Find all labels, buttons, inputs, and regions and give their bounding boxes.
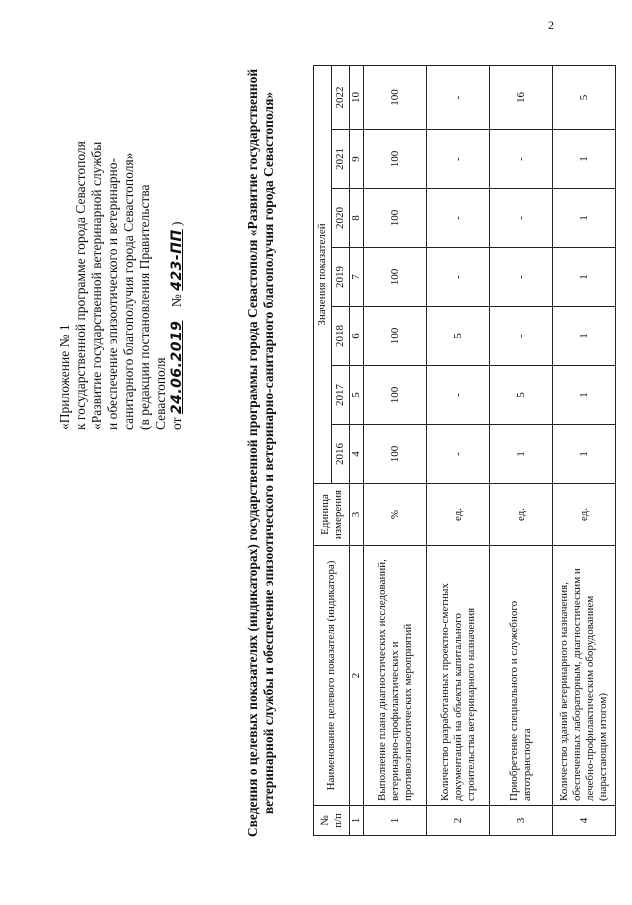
header-name: Наименование целевого показателя (индикатора) xyxy=(314,546,350,806)
row-value: 100 xyxy=(364,307,427,366)
header-year: 2018 xyxy=(332,307,350,366)
table-row xyxy=(427,65,490,835)
appendix-date-line xyxy=(169,70,185,430)
row-value: 100 xyxy=(364,366,427,425)
row-value: - xyxy=(490,130,553,189)
row-num: 4 xyxy=(553,806,616,836)
table-row xyxy=(553,65,616,835)
row-value: - xyxy=(427,65,490,129)
table-row xyxy=(364,65,427,835)
indicators-table xyxy=(313,65,616,836)
row-value: 16 xyxy=(490,65,553,129)
rotated-page-content xyxy=(45,58,609,848)
closing-paren: ) xyxy=(169,221,184,226)
column-number: 7 xyxy=(350,248,364,307)
column-number: 9 xyxy=(350,130,364,189)
row-value: 5 xyxy=(490,366,553,425)
handwritten-date: 24.06.2019 xyxy=(169,320,185,415)
row-num: 1 xyxy=(364,806,427,836)
header-year: 2016 xyxy=(332,425,350,484)
appendix-line: к государственной программе города Севастополя xyxy=(73,141,88,430)
row-name: Количество разработанных проектно-сметных документаций на объекты капитального строительства ветеринарного назначения xyxy=(427,546,490,806)
column-number: 6 xyxy=(350,307,364,366)
page-number: 2 xyxy=(548,18,554,32)
header-num: № п/п xyxy=(314,806,350,836)
row-value: 5 xyxy=(427,307,490,366)
column-number: 2 xyxy=(350,546,364,806)
row-value: - xyxy=(427,366,490,425)
row-value: 1 xyxy=(553,366,616,425)
handwritten-number: 423-ПП xyxy=(169,229,185,291)
header-year: 2017 xyxy=(332,366,350,425)
appendix-line: (в редакции постановления Правительства xyxy=(137,184,152,430)
column-number: 10 xyxy=(350,65,364,129)
appendix-line: «Развитие государственной ветеринарной службы xyxy=(89,141,104,430)
row-name: Выполнение плана диагностических исследований, ветеринарно-профилактических и противоэпизоотических мероприятий xyxy=(364,546,427,806)
row-value: 1 xyxy=(553,307,616,366)
row-value: 1 xyxy=(553,189,616,248)
number-label: № xyxy=(169,294,184,308)
header-year: 2022 xyxy=(332,65,350,129)
header-year: 2021 xyxy=(332,130,350,189)
row-value: 100 xyxy=(364,248,427,307)
row-value: 1 xyxy=(553,248,616,307)
row-unit: ед. xyxy=(553,484,616,546)
row-value: - xyxy=(427,425,490,484)
row-value: 1 xyxy=(553,425,616,484)
row-name: Приобретение специального и служебного автотранспорта xyxy=(490,546,553,806)
row-unit: % xyxy=(364,484,427,546)
appendix-line: санитарного благополучия города Севастополя» xyxy=(121,152,136,430)
row-value: 100 xyxy=(364,189,427,248)
landscape-content xyxy=(45,58,609,848)
column-number: 4 xyxy=(350,425,364,484)
row-unit: ед. xyxy=(427,484,490,546)
header-values: Значения показателей xyxy=(314,65,332,483)
row-value: - xyxy=(427,189,490,248)
row-value: - xyxy=(490,248,553,307)
appendix-line: Севастополя xyxy=(153,357,168,430)
row-value: 5 xyxy=(553,65,616,129)
appendix-line: «Приложение № 1 xyxy=(57,324,72,430)
document-title: Сведения о целевых показателях (индикаторах) государственной программы города Севастополя «Развитие государственной ветеринарной службы и обеспечение эпизоотического и ветеринарно-санитарного благополучия города Севастополя» xyxy=(245,68,276,838)
row-value: 100 xyxy=(364,425,427,484)
row-value: 1 xyxy=(553,130,616,189)
row-value: 100 xyxy=(364,130,427,189)
from-label: от xyxy=(169,417,184,430)
row-value: - xyxy=(427,130,490,189)
table-row xyxy=(490,65,553,835)
header-unit: Единица измерения xyxy=(314,484,350,546)
header-year: 2019 xyxy=(332,248,350,307)
row-value: - xyxy=(427,248,490,307)
row-num: 2 xyxy=(427,806,490,836)
column-number: 3 xyxy=(350,484,364,546)
column-number: 1 xyxy=(350,806,364,836)
column-number-row xyxy=(350,65,364,835)
appendix-line: и обеспечение эпизоотического и ветеринарно- xyxy=(105,157,120,430)
row-value: - xyxy=(490,189,553,248)
row-value: 1 xyxy=(490,425,553,484)
row-value: 100 xyxy=(364,65,427,129)
appendix-block xyxy=(57,70,185,430)
column-number: 5 xyxy=(350,366,364,425)
row-name: Количество зданий ветеринарного назначения, обеспеченных лабораторным, диагностическим и лечебно-профилактическим оборудованием (нарастающим итогом) xyxy=(553,546,616,806)
column-number: 8 xyxy=(350,189,364,248)
row-unit: ед. xyxy=(490,484,553,546)
row-num: 3 xyxy=(490,806,553,836)
row-value: - xyxy=(490,307,553,366)
header-year: 2020 xyxy=(332,189,350,248)
